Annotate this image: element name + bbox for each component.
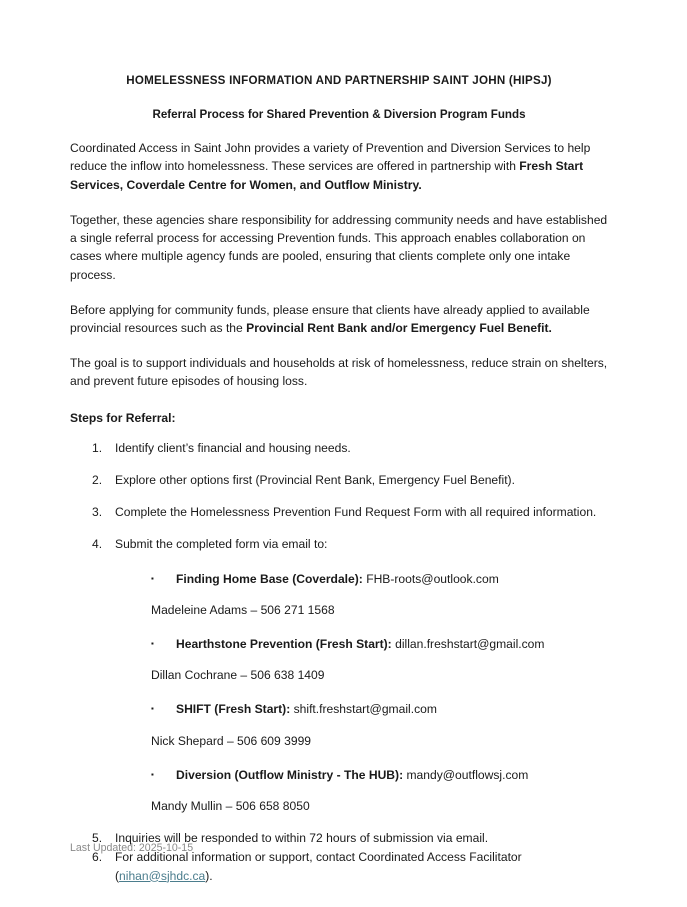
contact-email[interactable]: dillan.freshstart@gmail.com [395,636,545,651]
step-number-3: 3. [92,505,103,520]
contact-email[interactable]: FHB-roots@outlook.com [366,571,499,586]
contact-line [115,635,608,653]
square-bullet-icon: ▪ [151,573,154,583]
contact-person: Mandy Mullin – 506 658 8050 [151,798,310,813]
step-number-1: 1. [92,440,103,455]
contacts-list [115,570,608,816]
step-item-4 [70,535,608,815]
contact-entry [115,635,608,684]
step-text-6-part1: For additional information or support, contact Coordinated Access Facilitator ( [115,850,522,883]
last-updated-footer: Last Updated: 2025-10-15 [70,842,194,854]
document-subtitle: Referral Process for Shared Prevention & Diversion Program Funds [152,107,526,121]
step-number-5: 5. [92,831,103,846]
contact-email[interactable]: mandy@outflowsj.com [406,767,529,782]
steps-list [70,439,608,885]
facilitator-email-link[interactable]: nihan@sjhdc.ca [119,868,206,883]
step-text-6-part2: ). [205,868,213,883]
contact-entry [115,766,608,815]
step-text-2: Explore other options first (Provincial Rent Bank, Emergency Fuel Benefit). [115,472,515,487]
contact-entry [115,700,608,749]
paragraph-goal: The goal is to support individuals and households at risk of homelessness, reduce strain on shelters, and prevent future episodes of housing loss. [70,356,608,389]
document-title: HOMELESSNESS INFORMATION AND PARTNERSHIP SAINT JOHN (HIPSJ) [126,74,552,87]
step-number-6: 6. [92,850,103,865]
contact-line [115,766,608,784]
paragraph-intro-text: Coordinated Access in Saint John provides a variety of Prevention and Diversion Services to help reduce the inflow into homelessness. These services are offered in partnership with [70,141,591,174]
square-bullet-icon: ▪ [151,638,154,648]
paragraph-provincial-text: Before applying for community funds, please ensure that clients have already applied to available provincial resources such as the [70,302,590,335]
contact-entry [115,570,608,619]
document-content [70,70,608,885]
square-bullet-icon: ▪ [151,704,154,714]
step-text-1: Identify client’s financial and housing needs. [115,440,351,455]
step-item-1 [70,439,608,457]
contact-person: Madeleine Adams – 506 271 1568 [151,602,335,617]
contact-email[interactable]: shift.freshstart@gmail.com [293,702,437,717]
steps-heading: Steps for Referral: [70,410,176,425]
contact-person: Dillan Cochrane – 506 638 1409 [151,668,325,683]
paragraph-shared-responsibility: Together, these agencies share responsibility for addressing community needs and have established a single referral process for accessing Prevention funds. This approach enables collaboration on cases where multiple agency funds are pooled, ensuring that clients complete only one intake process. [70,212,608,282]
paragraph-intro [70,139,608,194]
contact-line [115,700,608,718]
step-text-3: Complete the Homelessness Prevention Fund Request Form with all required information. [115,505,597,520]
contact-org: Finding Home Base (Coverdale): [176,571,363,586]
paragraph-provincial-bold: Provincial Rent Bank and/or Emergency Fuel Benefit. [246,320,552,335]
step-item-3 [70,503,608,521]
paragraph-provincial-resources [70,301,608,337]
paragraph-intro-partners: Fresh Start Services, Coverdale Centre for Women, and Outflow Ministry. [70,159,584,192]
step-number-2: 2. [92,472,103,487]
contact-org: Hearthstone Prevention (Fresh Start): [176,636,392,651]
contact-org: Diversion (Outflow Ministry - The HUB): [176,767,404,782]
square-bullet-icon: ▪ [151,769,154,779]
step-text-5: Inquiries will be responded to within 72 hours of submission via email. [115,831,489,846]
step-text-4: Submit the completed form via email to: [115,537,328,552]
step-item-2 [70,471,608,489]
contact-org: SHIFT (Fresh Start): [176,702,291,717]
step-number-4: 4. [92,537,103,552]
contact-person: Nick Shepard – 506 609 3999 [151,733,312,748]
contact-line [115,570,608,588]
